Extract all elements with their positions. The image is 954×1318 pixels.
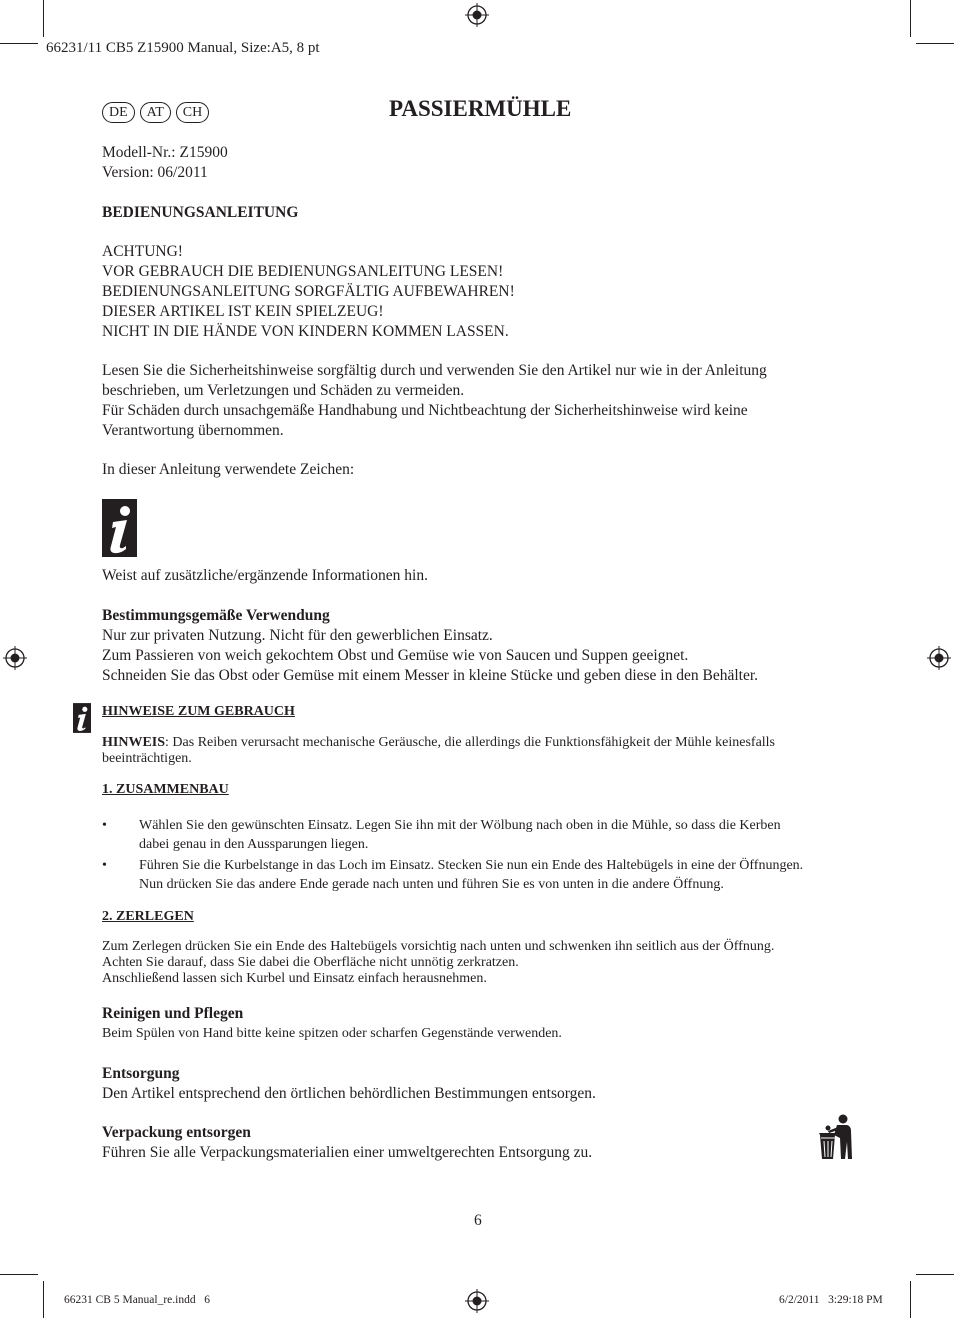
warning-line: DIESER ARTIKEL IST KEIN SPIELZEUG!	[102, 303, 384, 320]
crop-mark	[916, 1274, 954, 1275]
bullet-marker: •	[102, 858, 107, 873]
assembly-item-line: Wählen Sie den gewünschten Einsatz. Legen Sie ihn mit der Wölbung nach oben in die Mühle, so dass die Kerben	[139, 818, 781, 833]
disassembly-line: Anschließend lassen sich Kurbel und Einsatz einfach herausnehmen.	[102, 971, 487, 986]
disassembly-heading: 2. ZERLEGEN	[102, 909, 194, 924]
crop-mark	[0, 1274, 38, 1275]
assembly-item-line: Führen Sie die Kurbelstange in das Loch im Einsatz. Stecken Sie nun ein Ende des Haltebügels in eine der Öffnungen.	[139, 858, 804, 873]
info-i-icon	[102, 499, 137, 557]
disassembly-line: Achten Sie darauf, dass Sie dabei die Oberfläche nicht unnötig zerkratzen.	[102, 955, 519, 970]
registration-mark-icon	[3, 646, 27, 670]
bullet-marker: •	[102, 818, 107, 833]
crop-mark	[43, 0, 44, 37]
intro-line: Verantwortung übernommen.	[102, 422, 284, 439]
usage-line: Nur zur privaten Nutzung. Nicht für den gewerblichen Einsatz.	[102, 627, 493, 644]
model-number: Modell-Nr.: Z15900	[102, 144, 228, 161]
usage-heading: Bestimmungsgemäße Verwendung	[102, 607, 330, 624]
page-number: 6	[474, 1212, 482, 1229]
warning-line: ACHTUNG!	[102, 243, 183, 260]
registration-mark-icon	[927, 646, 951, 670]
crop-mark	[0, 43, 38, 44]
cleaning-heading: Reinigen und Pflegen	[102, 1005, 244, 1022]
warning-line: VOR GEBRAUCH DIE BEDIENUNGSANLEITUNG LESEN!	[102, 263, 504, 280]
assembly-heading: 1. ZUSAMMENBAU	[102, 782, 229, 797]
registration-mark-icon	[465, 3, 489, 27]
packaging-text: Führen Sie alle Verpackungsmaterialien einer umweltgerechten Entsorgung zu.	[102, 1144, 593, 1161]
country-badge-de: DE	[102, 102, 135, 123]
intro-line: Für Schäden durch unsachgemäße Handhabung und Nichtbeachtung der Sicherheitshinweise wird keine	[102, 402, 748, 419]
crop-mark	[910, 0, 911, 37]
footer-file-name: 66231 CB 5 Manual_re.indd 6	[64, 1294, 210, 1306]
assembly-item-line: dabei genau in den Aussparungen liegen.	[139, 837, 369, 852]
warning-line: NICHT IN DIE HÄNDE VON KINDERN KOMMEN LASSEN.	[102, 323, 509, 340]
disassembly-line: Zum Zerlegen drücken Sie ein Ende des Haltebügels vorsichtig nach unten und schwenken ihn seitlich aus der Öffnung.	[102, 939, 775, 954]
hints-heading: HINWEISE ZUM GEBRAUCH	[102, 704, 295, 719]
usage-line: Schneiden Sie das Obst oder Gemüse mit einem Messer in kleine Stücke und geben diese in den Behälter.	[102, 667, 759, 684]
crop-mark	[910, 1281, 911, 1318]
manual-heading: BEDIENUNGSANLEITUNG	[102, 204, 299, 221]
warning-line: BEDIENUNGSANLEITUNG SORGFÄLTIG AUFBEWAHREN!	[102, 283, 515, 300]
crop-mark	[43, 1281, 44, 1318]
hint-body: : Das Reiben verursacht mechanische Geräusche, die allerdings die Funktionsfähigkeit der Mühle keinesfalls	[165, 735, 776, 750]
page-title: PASSIERMÜHLE	[389, 96, 572, 121]
crop-mark	[916, 43, 954, 44]
tidyman-trash-icon	[817, 1114, 853, 1161]
slug-line: 66231/11 CB5 Z15900 Manual, Size:A5, 8 pt	[46, 40, 320, 56]
hint-label: HINWEIS	[102, 735, 166, 750]
intro-line: Lesen Sie die Sicherheitshinweise sorgfältig durch und verwenden Sie den Artikel nur wie in der Anleitung	[102, 362, 767, 379]
intro-line: beschrieben, um Verletzungen und Schäden zu vermeiden.	[102, 382, 465, 399]
usage-line: Zum Passieren von weich gekochtem Obst und Gemüse wie von Saucen und Suppen geeignet.	[102, 647, 689, 664]
disposal-heading: Entsorgung	[102, 1065, 180, 1082]
country-badge-ch: CH	[176, 102, 209, 123]
footer-timestamp: 6/2/2011 3:29:18 PM	[779, 1294, 883, 1306]
info-i-icon	[73, 703, 91, 733]
packaging-heading: Verpackung entsorgen	[102, 1124, 251, 1141]
cleaning-text: Beim Spülen von Hand bitte keine spitzen oder scharfen Gegenstände verwenden.	[102, 1026, 562, 1041]
symbols-intro: In dieser Anleitung verwendete Zeichen:	[102, 461, 355, 478]
version: Version: 06/2011	[102, 164, 208, 181]
registration-mark-icon	[465, 1289, 489, 1313]
hint-text-continued: beeinträchtigen.	[102, 751, 192, 766]
disposal-text: Den Artikel entsprechend den örtlichen behördlichen Bestimmungen entsorgen.	[102, 1085, 596, 1102]
country-badges	[102, 102, 210, 123]
assembly-item-line: Nun drücken Sie das andere Ende gerade nach unten und führen Sie es von unten in die andere Öffnung.	[139, 877, 724, 892]
hint-text	[102, 735, 775, 751]
info-description: Weist auf zusätzliche/ergänzende Informationen hin.	[102, 567, 428, 584]
country-badge-at: AT	[140, 102, 171, 123]
